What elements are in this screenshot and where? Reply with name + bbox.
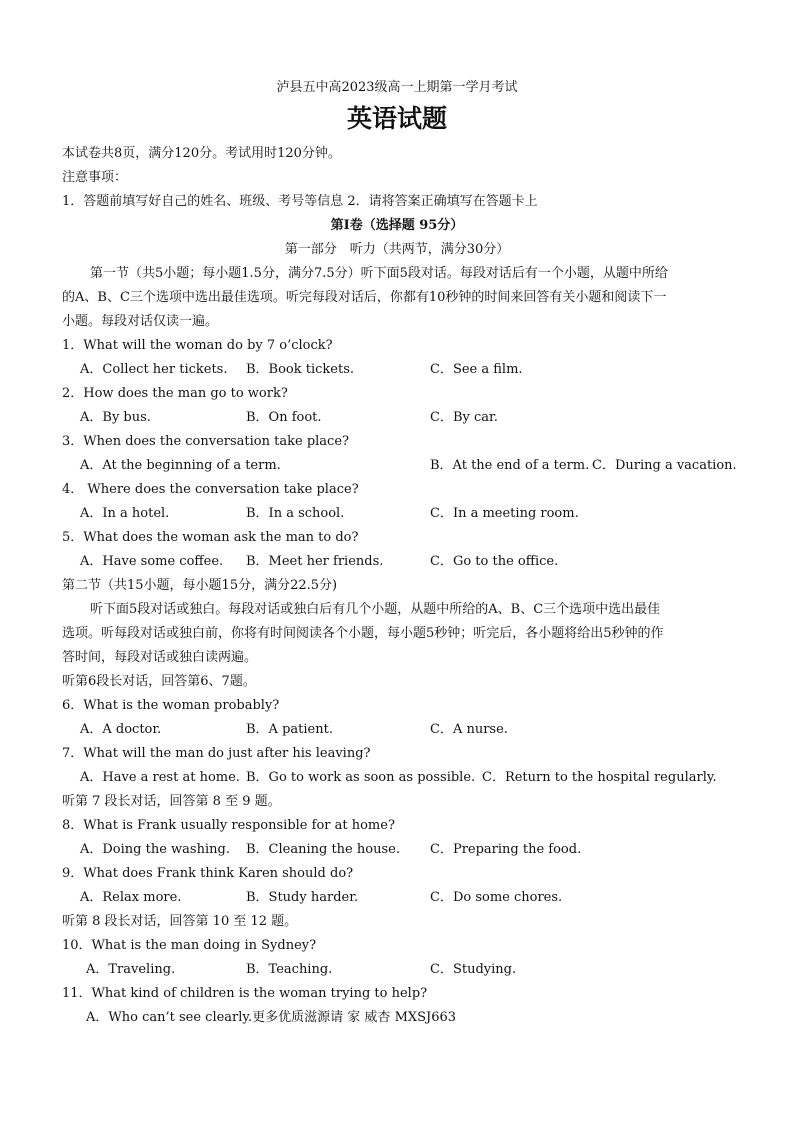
question-8-option-a: A．Doing the washing.	[80, 842, 230, 857]
question-7-option-b: B．Go to work as soon as possible.	[246, 770, 476, 785]
question-11-option-a-text: A．Who can’t see clearly.	[86, 1010, 253, 1025]
question-6-option-c: C．A nurse.	[430, 722, 508, 737]
question-1-option-c: C．See a film.	[430, 362, 523, 377]
question-4-option-c: C．In a meeting room.	[430, 506, 579, 521]
question-1-stem: 1．What will the woman do by 7 o’clock?	[62, 338, 333, 353]
part1-title: 第一部分 听力（共两节，满分30分）	[284, 242, 510, 257]
section2-title: 第二节（共15小题，每小题15分，满分22.5分)	[62, 578, 338, 593]
passage-6-instruction: 听第6段长对话，回答第6、7题。	[62, 674, 256, 689]
section2-line-3: 答时间，每段对话或独白读两遍。	[62, 650, 258, 665]
intro-line-2: 注意事项：	[62, 170, 128, 185]
question-3-option-a: A．At the beginning of a term.	[80, 458, 281, 473]
question-10-option-b: B．Teaching.	[246, 962, 333, 977]
question-4-option-a: A．In a hotel.	[80, 506, 170, 521]
question-5-option-a: A．Have some coffee.	[80, 554, 224, 569]
question-6-stem: 6．What is the woman probably?	[62, 698, 280, 713]
question-9-option-b: B．Study harder.	[246, 890, 359, 905]
question-2-option-a: A．By bus.	[80, 410, 151, 425]
question-2-option-c: C．By car.	[430, 410, 498, 425]
question-9-option-c: C．Do some chores.	[430, 890, 563, 905]
question-5-option-b: B．Meet her friends.	[246, 554, 384, 569]
question-6-option-b: B．A patient.	[246, 722, 333, 737]
section1-line-1: 第一节（共5小题；每小题1.5分，满分7.5分）听下面5段对话。每段对话后有一个小题，从题中所给	[90, 266, 668, 281]
section2-line-1: 听下面5段对话或独白。每段对话或独白后有几个小题，从题中所给的A、B、C三个选项中选出最佳	[90, 602, 661, 617]
question-3-option-b: B．At the end of a term.	[430, 458, 590, 473]
question-10-stem: 10．What is the man doing in Sydney?	[62, 938, 317, 953]
passage-8-instruction: 听第 8 段长对话，回答第 10 至 12 题。	[62, 914, 298, 929]
question-10-option-c: C．Studying.	[430, 962, 517, 977]
question-2-option-b: B．On foot.	[246, 410, 322, 425]
question-8-option-c: C．Preparing the food.	[430, 842, 582, 857]
promo-text: 更多优质滋源请 家 威杏 MXSJ663	[252, 1010, 457, 1025]
question-8-stem: 8．What is Frank usually responsible for at home?	[62, 818, 395, 833]
question-4-stem: 4． Where does the conversation take place?	[62, 482, 359, 497]
intro-line-1: 本试卷共8页，满分120分。考试用时120分钟。	[62, 146, 341, 161]
question-9-option-a: A．Relax more.	[80, 890, 182, 905]
question-5-stem: 5．What does the woman ask the man to do?	[62, 530, 359, 545]
question-3-stem: 3．When does the conversation take place?	[62, 434, 349, 449]
question-7-option-a: A．Have a rest at home.	[80, 770, 240, 785]
subject-title: 英语试题	[346, 104, 447, 133]
question-2-stem: 2．How does the man go to work?	[62, 386, 288, 401]
section2-line-2: 选项。听每段对话或独白前，你将有时间阅读各个小题，每小题5秒钟；听完后，各小题将给出5秒钟的作	[62, 626, 664, 641]
section1-line-3: 小题。每段对话仅读一遍。	[62, 314, 219, 329]
question-9-stem: 9．What does Frank think Karen should do?	[62, 866, 354, 881]
question-10-option-a: A．Traveling.	[86, 962, 176, 977]
intro-line-3: 1．答题前填写好自己的姓名、班级、考号等信息 2．请将答案正确填写在答题卡上	[62, 194, 538, 209]
question-7-option-c: C．Return to the hospital regularly.	[482, 770, 717, 785]
question-11-stem: 11．What kind of children is the woman trying to help?	[62, 986, 428, 1001]
question-7-stem: 7．What will the man do just after his leaving?	[62, 746, 371, 761]
section1-line-2: 的A、B、C三个选项中选出最佳选项。听完每段对话后，你都有10秒钟的时间来回答有关小题和阅读下一	[62, 290, 667, 305]
question-3-option-c: C．During a vacation.	[592, 458, 737, 473]
passage-7-instruction: 听第 7 段长对话，回答第 8 至 9 题。	[62, 794, 281, 809]
exam-title: 泸县五中高2023级高一上期第一学月考试	[276, 80, 518, 95]
question-5-option-c: C．Go to the office.	[430, 554, 559, 569]
question-6-option-a: A．A doctor.	[80, 722, 162, 737]
question-8-option-b: B．Cleaning the house.	[246, 842, 400, 857]
question-4-option-b: B．In a school.	[246, 506, 345, 521]
question-11-option-a	[86, 1009, 456, 1027]
volume-title: 第I卷（选择题 95分）	[330, 218, 464, 233]
question-1-option-a: A．Collect her tickets.	[80, 362, 228, 377]
question-1-option-b: B．Book tickets.	[246, 362, 355, 377]
